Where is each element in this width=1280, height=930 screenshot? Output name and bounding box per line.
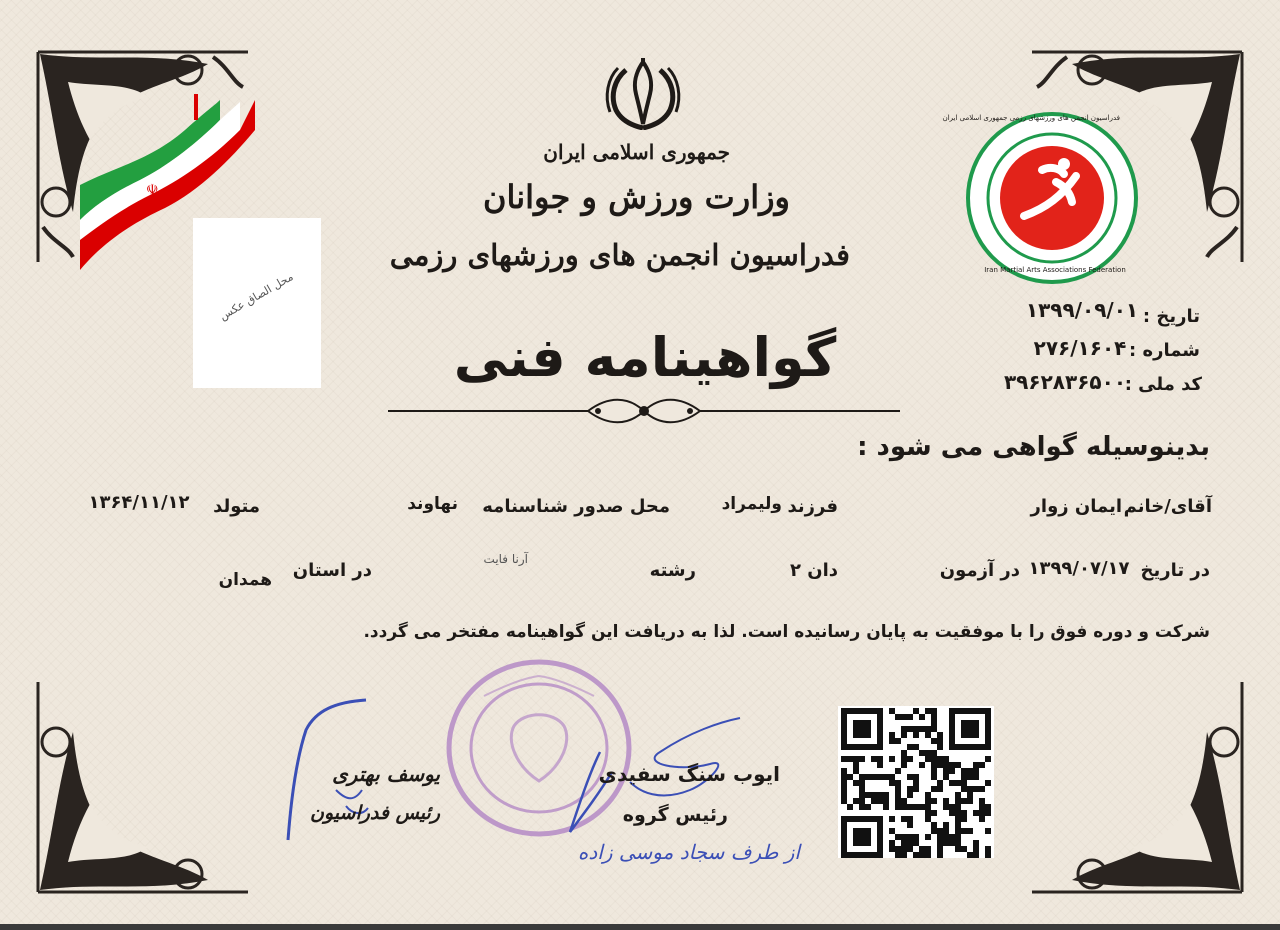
ornament-bottom-left xyxy=(28,672,258,902)
field-label: رشته xyxy=(649,560,696,581)
svg-text:☫: ☫ xyxy=(146,182,159,198)
exam-label: در آزمون xyxy=(939,560,1020,581)
father-name: ولیمراد xyxy=(721,494,782,514)
province-label: در استان xyxy=(292,560,372,581)
national-id-value: ۳۹۶۲۸۳۶۵۰۰ xyxy=(1003,370,1127,394)
birth-date: ۱۳۶۴/۱۱/۱۲ xyxy=(88,492,190,513)
header-country: جمهوری اسلامی ایران xyxy=(543,140,730,164)
header-federation: فدراسیون انجمن های ورزشهای رزمی xyxy=(389,238,850,272)
president-name: یوسف بهتری xyxy=(332,762,440,786)
certificate-title: گواهینامه فنی xyxy=(453,326,837,389)
iran-emblem-icon xyxy=(600,58,686,130)
date-label: تاریخ : xyxy=(1142,306,1200,327)
born-label: متولد xyxy=(213,496,260,517)
federation-logo-icon xyxy=(942,112,1138,284)
photo-placeholder-label: محل الصاق عکس xyxy=(217,270,296,323)
intro-line: بدینوسیله گواهی می شود : xyxy=(857,432,1210,462)
photo-placeholder xyxy=(193,218,321,388)
logo-arc-top: فدراسیون انجمن های ورزشهای رزمی جمهوری اسلامی ایران xyxy=(942,114,1120,122)
number-value: ۲۷۶/۱۶۰۴ xyxy=(1033,336,1127,360)
date-value: ۱۳۹۹/۰۹/۰۱ xyxy=(1025,298,1139,322)
completion-text: شرکت و دوره فوق را با موفقیت به پایان رسانیده است. لذا به دریافت این گواهینامه مفتخر می گردد. xyxy=(363,622,1210,642)
exam-date: ۱۳۹۹/۰۷/۱۷ xyxy=(1028,558,1130,579)
header-ministry: وزارت ورزش و جوانان xyxy=(482,178,790,216)
number-label: شماره : xyxy=(1129,340,1200,361)
issue-place-label: محل صدور شناسنامه xyxy=(482,496,670,517)
ornament-bottom-right xyxy=(1022,672,1252,902)
exam-date-prefix: در تاریخ xyxy=(1140,560,1210,581)
logo-arc-bottom: Iran Martial Arts Associations Federation xyxy=(984,266,1126,274)
child-of-label: فرزند xyxy=(787,496,838,517)
issue-place: نهاوند xyxy=(407,494,458,514)
group-head-title: رئیس گروه xyxy=(622,804,728,826)
title-divider xyxy=(388,396,900,426)
name-prefix: آقای/خانم xyxy=(1123,496,1212,517)
handwritten-note: از طرف سجاد موسی زاده xyxy=(577,840,800,864)
qr-code xyxy=(838,706,994,858)
scan-bottom-edge xyxy=(0,924,1280,930)
group-head-name: ایوب سنگ سفیدی xyxy=(598,762,780,786)
president-title: رئیس فدراسیون xyxy=(310,802,440,824)
field-value: آرنا فایت xyxy=(483,552,528,566)
dan-level: دان ۲ xyxy=(789,560,838,581)
national-id-label: کد ملی : xyxy=(1124,374,1202,395)
province-value: همدان xyxy=(218,570,272,590)
holder-name: ایمان زوار xyxy=(1030,496,1122,517)
